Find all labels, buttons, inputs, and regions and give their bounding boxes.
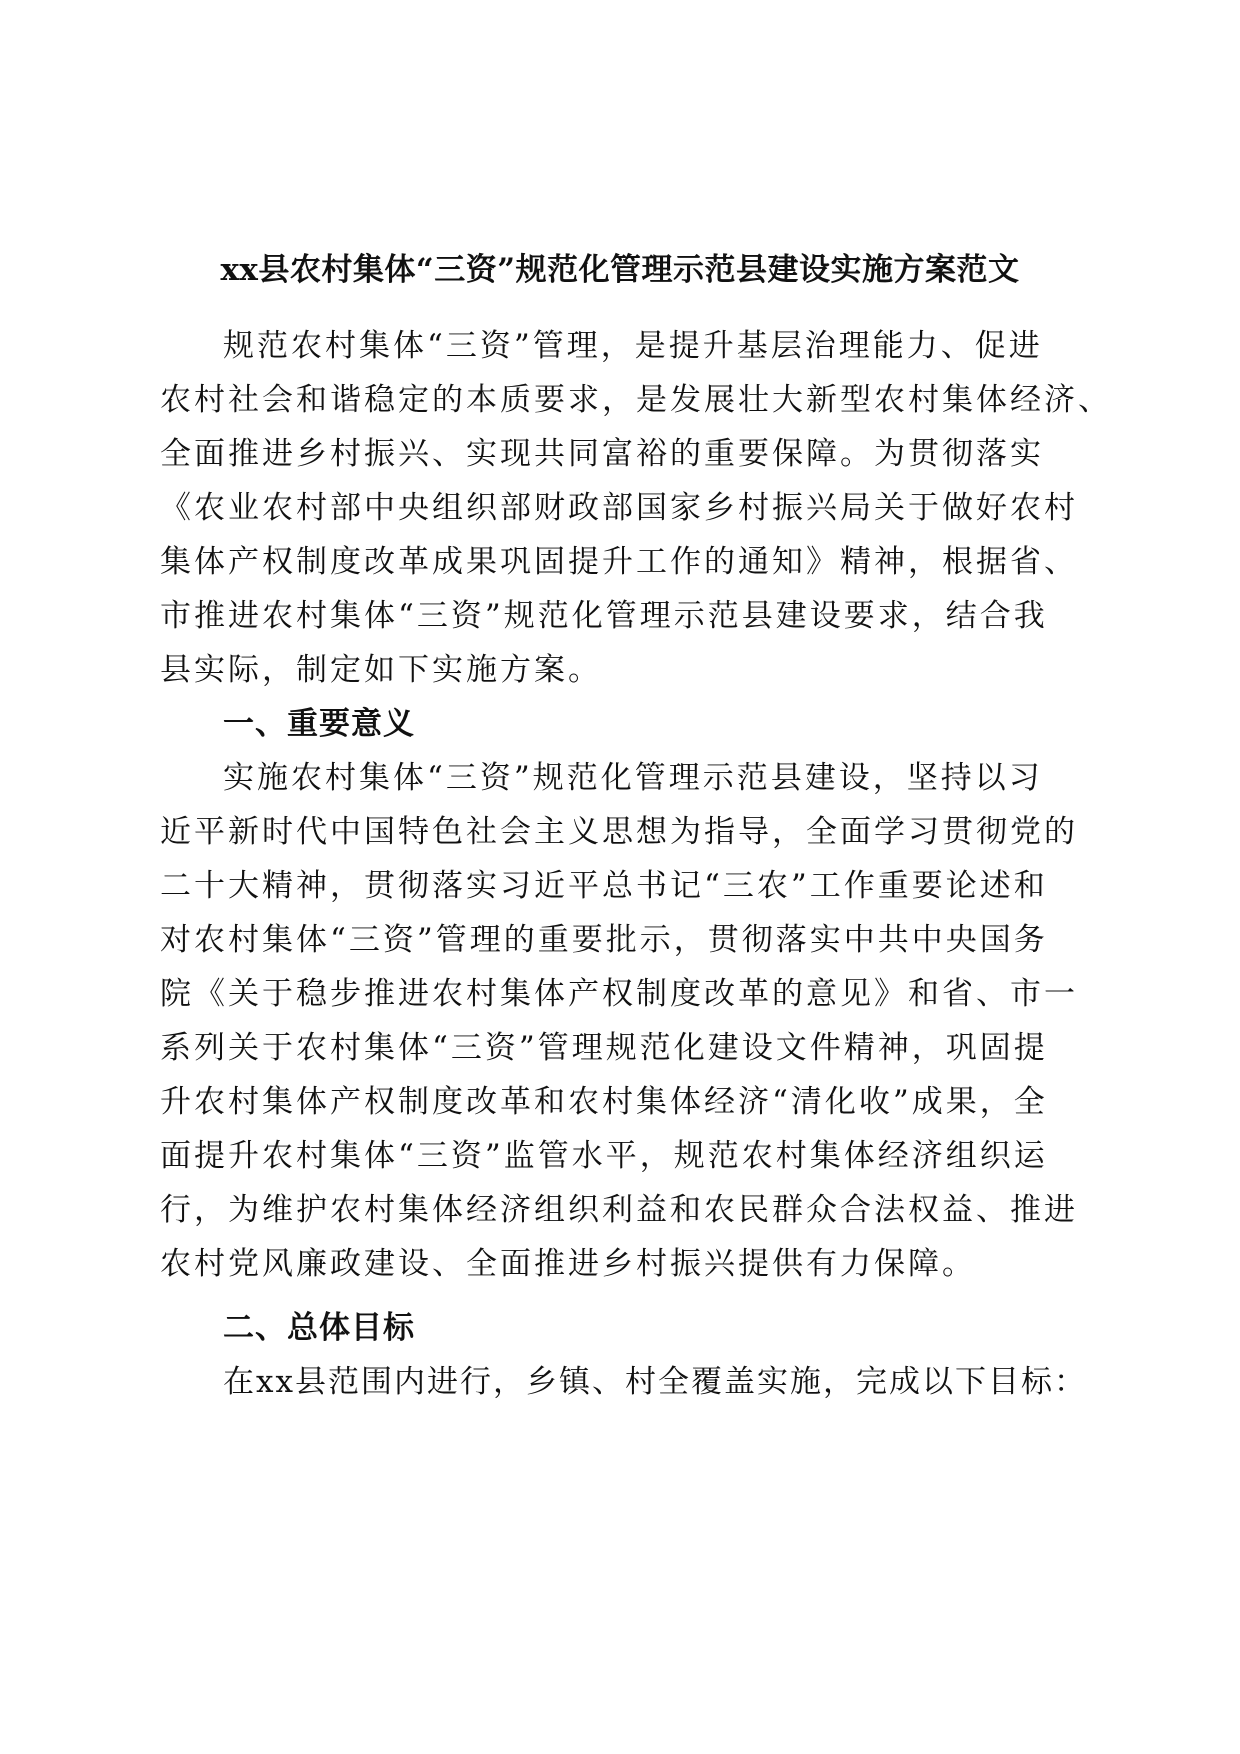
section1-line: 院《关于稳步推进农村集体产权制度改革的意见》和省、市一: [160, 976, 1078, 1012]
intro-line: 集体产权制度改革成果巩固提升工作的通知》精神，根据省、: [160, 544, 1078, 580]
intro-line: 《农业农村部中央组织部财政部国家乡村振兴局关于做好农村: [160, 490, 1078, 526]
document-title: xx县农村集体“三资”规范化管理示范县建设实施方案范文: [220, 252, 1020, 288]
intro-line: 全面推进乡村振兴、实现共同富裕的重要保障。为贯彻落实: [160, 436, 1044, 472]
section1-line: 行，为维护农村集体经济组织利益和农民群众合法权益、推进: [160, 1192, 1078, 1228]
section1-line: 对农村集体“三资”管理的重要批示，贯彻落实中共中央国务: [160, 922, 1048, 958]
intro-line: 农村社会和谐稳定的本质要求，是发展壮大新型农村集体经济、: [160, 382, 1112, 418]
section2-line: 在xx县范围内进行，乡镇、村全覆盖实施，完成以下目标：: [223, 1364, 1087, 1400]
section-heading-objectives: 二、总体目标: [223, 1310, 415, 1346]
section1-line: 二十大精神，贯彻落实习近平总书记“三农”工作重要论述和: [160, 868, 1048, 904]
intro-line: 规范农村集体“三资”管理，是提升基层治理能力、促进: [223, 328, 1043, 364]
intro-line: 市推进农村集体“三资”规范化管理示范县建设要求，结合我: [160, 598, 1048, 634]
section1-line: 近平新时代中国特色社会主义思想为指导，全面学习贯彻党的: [160, 814, 1078, 850]
section1-line: 农村党风廉政建设、全面推进乡村振兴提供有力保障。: [160, 1246, 976, 1282]
section1-line: 实施农村集体“三资”规范化管理示范县建设，坚持以习: [223, 760, 1043, 796]
section1-line: 系列关于农村集体“三资”管理规范化建设文件精神，巩固提: [160, 1030, 1048, 1066]
section1-line: 面提升农村集体“三资”监管水平，规范农村集体经济组织运: [160, 1138, 1048, 1174]
section-heading-significance: 一、重要意义: [223, 706, 415, 742]
section1-line: 升农村集体产权制度改革和农村集体经济“清化收”成果，全: [160, 1084, 1048, 1120]
intro-line: 县实际，制定如下实施方案。: [160, 652, 602, 688]
